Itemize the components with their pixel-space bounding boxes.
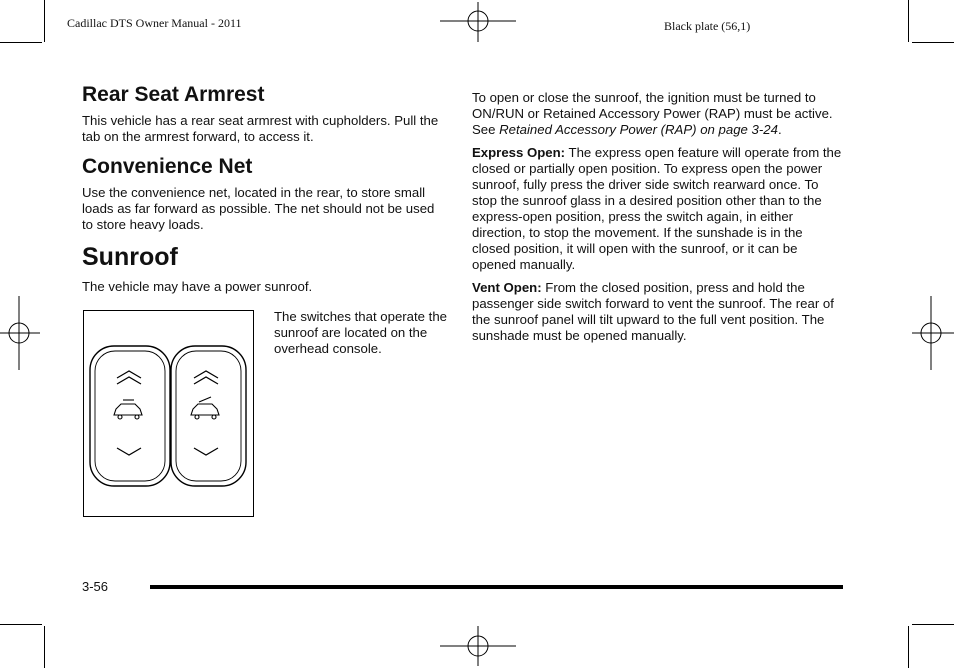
express-open-paragraph [472,145,842,273]
express-open-body: The express open feature will operate from the closed or partially open position. To express open the power sunroof, fully press the driver side switch rearward once. To stop the sunroof glass in a desired position other than to the express-open position, press the switch again, in either direction, to stop the movement. If the sunshade is in the closed position, it will open with the sunroof, or it can be opened manually. [472,145,842,272]
ignition-text-end: . [777,122,782,137]
registration-target-left [0,296,40,370]
sunroof-vent-icon [191,397,219,419]
passenger-side-switch [171,346,246,486]
vent-open-body: From the closed position, press and hold the passenger side switch forward to vent the sunroof. The rear of the sunroof panel will tilt upward to the full vent position. The sunshade must be opened manually. [472,280,834,343]
sunroof-intro: The vehicle may have a power sunroof. [82,279,313,294]
vent-open-paragraph [472,280,842,344]
express-open-label: Express Open: [472,145,566,160]
sunroof-switch-illustration [83,310,254,517]
left-column [82,83,447,295]
chevron-down-icon [194,448,218,455]
rap-reference-link[interactable]: Retained Accessory Power (RAP) on page 3-24 [499,122,778,137]
armrest-body: This vehicle has a rear seat armrest with cupholders. Pull the tab on the armrest forward, to access it. [82,113,439,144]
header-plate-info: Black plate (56,1) [664,19,751,33]
chevron-up-double-icon [194,371,218,384]
right-column [472,90,842,344]
chevron-up-double-icon [117,371,141,384]
section-title-armrest: Rear Seat Armrest [82,83,265,106]
convenience-net-body: Use the convenience net, located in the rear, to store small loads as far forward as possible. The net should not be used to store heavy loads. [82,185,435,232]
vent-open-label: Vent Open: [472,280,542,295]
sunroof-open-icon [114,400,142,419]
section-title-convenience-net: Convenience Net [82,155,253,178]
sunroof-ignition-paragraph [472,90,842,138]
section-title-sunroof: Sunroof [82,243,178,271]
ignition-text: To open or close the sunroof, the ignition must be turned to ON/RUN or Retained Accessory Power (RAP) must be active. See [472,90,833,137]
registration-target-right [912,296,954,370]
driver-side-switch [90,346,170,486]
header-manual-title: Cadillac DTS Owner Manual - 2011 [67,16,242,30]
page-number: 3-56 [82,579,109,594]
switch-caption: The switches that operate the sunroof are located on the overhead console. [274,309,448,356]
registration-target-top [440,2,516,42]
footer-rule [150,585,843,589]
chevron-down-icon [117,448,141,455]
registration-target-bottom [440,626,516,666]
